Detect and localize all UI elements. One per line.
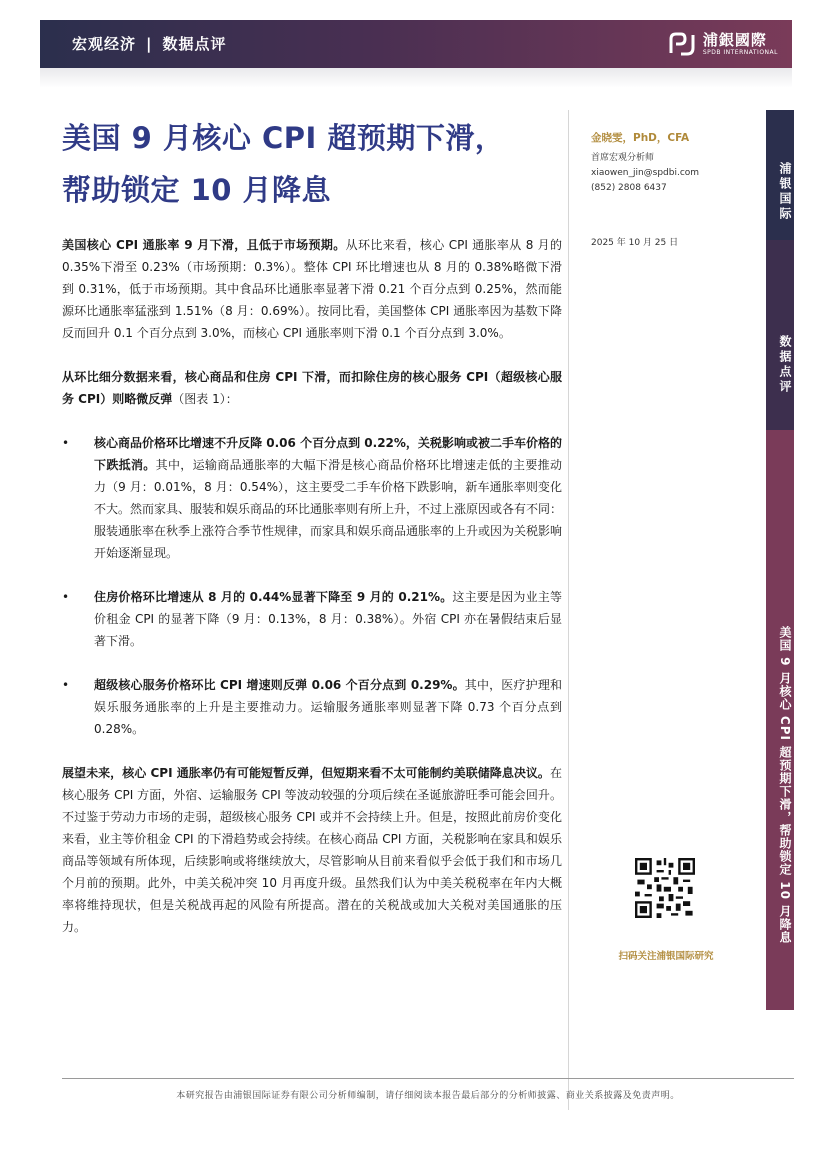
header-shadow <box>40 68 792 88</box>
author-phone: (852) 2808 6437 <box>591 183 667 193</box>
paragraph-breakdown-lead: 从环比细分数据来看，核心商品和住房 CPI 下滑，而扣除住房的核心服务 CPI（超级核心服务 CPI）则略微反弹 <box>62 370 562 406</box>
bullet-housing-text: 这主要是因为业主等价租金 CPI 的显著下降（9 月：0.13%，8 月：0.38%）。外宿 CPI 亦在暑假结束后显著下滑。 <box>94 590 562 648</box>
bullet-supercore-text: 其中，医疗护理和娱乐服务通胀率的上升是主要推动力。运输服务通胀率则显著下降 0.73 个百分点到 0.28%。 <box>94 678 562 736</box>
title-line-2: 帮助锁定 10 月降息 <box>62 173 332 207</box>
bullet-core-goods-lead: 核心商品价格环比增速不升反降 0.06 个百分点到 0.22%，关税影响或被二手车价格的下跌抵消。 <box>94 436 562 472</box>
bullet-housing <box>62 586 562 652</box>
side-tab-category <box>766 240 794 430</box>
report-date: 2025 年 10 月 25 日 <box>591 238 679 248</box>
paragraph-breakdown-text: （图表 1）： <box>172 392 238 406</box>
bullet-icon: • <box>62 678 70 692</box>
author-role: 首席宏观分析师 <box>591 153 655 163</box>
qr-code-icon <box>635 858 695 918</box>
side-tab-title <box>766 430 794 1010</box>
bullet-supercore <box>62 674 562 740</box>
header-band <box>40 20 792 68</box>
paragraph-summary <box>62 234 562 344</box>
footer-disclaimer: 本研究报告由浦银国际证券有限公司分析师编制，请仔细阅读本报告最后部分的分析师披露、商业关系披露及免责声明。 <box>176 1091 680 1101</box>
bullet-core-goods-text: 其中，运输商品通胀率的大幅下滑是核心商品价格环比增速走低的主要推动力（9 月：0.01%，8 月：0.54%），这主要受二手车价格下跌影响，新车通胀率则变化不大。然而家具、服装和娱乐商品的环比通胀率则有所上升，不过上涨原因或各有不同：服装通胀率在秋季上涨符合季节性规律，而家具和娱乐商品通胀率的上升或因为关税影响开始逐渐显现。 <box>94 458 563 560</box>
bullet-supercore-lead: 超级核心服务价格环比 CPI 增速则反弹 0.06 个百分点到 0.29%。 <box>94 678 465 692</box>
logo-chinese-name: 浦銀國際 <box>702 31 767 49</box>
bullet-icon: • <box>62 436 70 450</box>
side-tab-title-label: 美国 9 月核心 CPI 超预期下滑，帮助锁定 10 月降息 <box>778 625 792 945</box>
side-tab-company <box>766 110 794 240</box>
author-name: 金晓雯，PhD，CFA <box>591 132 690 144</box>
paragraph-breakdown <box>62 366 562 410</box>
report-title <box>62 112 562 216</box>
bullet-core-goods <box>62 432 562 564</box>
paragraph-summary-lead: 美国核心 CPI 通胀率 9 月下滑，且低于市场预期。 <box>62 238 346 252</box>
section-label: 宏观经济 <box>72 35 137 53</box>
header-breadcrumb <box>72 20 227 68</box>
logo-english-name: SPDB INTERNATIONAL <box>702 49 778 56</box>
company-logo <box>667 28 778 60</box>
author-sidebar <box>568 110 764 1110</box>
title-line-1: 美国 9 月核心 CPI 超预期下滑， <box>62 121 505 155</box>
logo-mark-icon <box>667 29 697 59</box>
footer-divider <box>62 1078 794 1079</box>
author-email[interactable]: xiaowen_jin@spdbi.com <box>591 168 700 178</box>
category-label: 数据点评 <box>162 35 227 53</box>
bullet-housing-lead: 住房价格环比增速从 8 月的 0.44%显著下降至 9 月的 0.21%。 <box>94 590 453 604</box>
paragraph-outlook-lead: 展望未来，核心 CPI 通胀率仍有可能短暂反弹，但短期来看不太可能制约美联储降息决议。 <box>62 766 550 780</box>
bullet-icon: • <box>62 590 70 604</box>
paragraph-outlook <box>62 762 562 938</box>
breadcrumb-divider: | <box>146 35 153 53</box>
paragraph-outlook-text: 在核心服务 CPI 方面，外宿、运输服务 CPI 等波动较强的分项后续在圣诞旅游旺季可能会回升。不过鉴于劳动力市场的走弱，超级核心服务 CPI 或并不会持续上升。但是，按照此前房价变化来看，业主等价租金 CPI 的下滑趋势或会持续。在核心商品 CPI 方面，关税影响在家具和娱乐商品等领域有所体现，后续影响或将继续放大，尽管影响从目前来看似乎会低于我们和市场几个月前的预期。此外，中美关税冲突 10 月再度升级。虽然我们认为中美关税税率在年内大概率将维持现状，但是关税战再起的风险有所提高。潜在的关税战或加大关税对美国通胀的压力。 <box>62 766 562 934</box>
side-tab-category-label: 数据点评 <box>778 335 792 395</box>
qr-caption: 扫码关注浦银国际研究 <box>618 951 714 962</box>
report-body <box>62 234 562 960</box>
side-tab-company-label: 浦银国际 <box>778 162 792 222</box>
paragraph-summary-text: 从环比来看，核心 CPI 通胀率从 8 月的 0.35%下滑至 0.23%（市场预期：0.3%）。整体 CPI 环比增速也从 8 月的 0.38%略微下滑到 0.31%，低于市场预期。其中食品环比通胀率显著下滑 0.21 个百分点到 0.25%，然而能源环比通胀率猛涨到 1.51%（8 月：0.69%）。按同比看，美国整体 CPI 通胀率因为基数下降反而回升 0.1 个百分点到 3.0%，而核心 CPI 通胀率则下滑 0.1 个百分点到 3.0%。 <box>62 238 562 340</box>
